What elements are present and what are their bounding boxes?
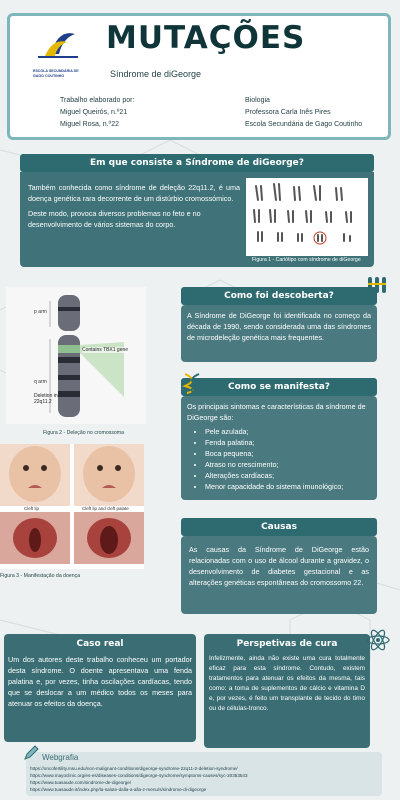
list-item: • Boca pequena;: [205, 448, 387, 459]
webgrafia-links: [30, 765, 248, 793]
section3-card: [181, 396, 377, 500]
section3-intro: Os principais sintomas e características da síndrome de DiGeorge são:: [187, 402, 366, 422]
section4-text: As causas da Síndrome de DiGeorge estão relacionadas com o uso de álcool durante a gravidez, o desenvolvimento de diabetes gestacional e as alterações genéticas espontâneas do cromossomo 22.: [189, 545, 369, 587]
section1-paragraph-1: Também conhecida como síndrome de deleção 22q11.2, é uma doença genética rara decorrente de um distúrbio cromossómico.: [28, 183, 240, 203]
chromosome-diagram: [6, 287, 146, 424]
figure2-caption: Figura 2 - Deleção no cromossoma: [43, 430, 125, 436]
webgrafia-link[interactable]: https://www.mayoclinic.org/es-es/diseases-conditions/digeorge-syndrome/symptoms-causes/syc-20353543: [30, 773, 248, 778]
section2-title: Como foi descoberta?: [181, 287, 377, 305]
section5-title: Caso real: [4, 634, 196, 654]
section1-title: Em que consiste a Síndrome de diGeorge?: [20, 154, 374, 172]
author-1: Miguel Queirós, n.º21: [60, 109, 128, 116]
school-logo-text: ESCOLA SECUNDÁRIA DE GAGO COUTINHO: [33, 69, 79, 78]
section6-title: Perspetivas de cura: [204, 634, 370, 654]
figure3-caption: Figura 3 - Manifestação da doença: [0, 573, 81, 579]
section5-text: Um dos autores deste trabalho conheceu um portador desta síndrome. O doente apresentava uma fenda palatina e, por vezes, tinha oscilações cardíacas, tendo que se deslocar a um médico todos os meses para atenuar os efeitos da doença.: [8, 655, 192, 708]
karyotype-image: [246, 178, 368, 256]
label-p-arm: p arm: [34, 309, 47, 315]
header-card: [7, 13, 391, 140]
section5-card: [4, 654, 196, 742]
list-item: • Menor capacidade do sistema imunológico;: [205, 481, 387, 492]
chromosome-figure: [6, 287, 146, 424]
page-title: MUTAÇÕES: [106, 20, 306, 56]
subject: Biologia: [245, 97, 270, 104]
pen-icon: [22, 744, 40, 762]
school-info-block: [245, 95, 362, 131]
list-item: • Pele azulada;: [205, 426, 387, 437]
section2-text: A Síndrome de DiGeorge foi identificada no começo da década de 1990, sendo considerada uma das síndromes de microdeleção genética mais frequentes.: [187, 311, 371, 342]
list-item: • Atraso no crescimento;: [205, 459, 387, 470]
section4-card: [181, 536, 377, 614]
photo-label-right: Cleft lip and cleft palate: [82, 506, 129, 511]
manifestation-figure: [0, 444, 144, 569]
teacher: Professora Carla Inês Pires: [245, 109, 331, 116]
page-subtitle: Síndrome de diGeorge: [110, 69, 202, 79]
dna-icon: [181, 372, 203, 394]
section1-text: [28, 182, 240, 230]
author-2: Miguel Rosa, n.º22: [60, 121, 119, 128]
karyotype-figure: [246, 178, 368, 256]
authors-block: [60, 95, 134, 131]
school-logo-icon: [33, 24, 83, 64]
authors-label: Trabalho elaborado por:: [60, 97, 135, 104]
label-deletion: Deletion in 22q11.2: [34, 393, 58, 405]
atom-icon: [366, 628, 390, 652]
webgrafia-link[interactable]: https://www.tuasaude.com/sindrome-de-digeorge/: [30, 780, 132, 785]
section3-title: Como se manifesta?: [181, 378, 377, 396]
section1-card: [20, 172, 374, 267]
chromosome-icon: [366, 276, 388, 294]
webgrafia-title: Webgrafia: [42, 753, 79, 762]
school-logo: [33, 24, 83, 76]
symptom-list: [191, 426, 387, 492]
school-name: Escola Secundária de Gago Coutinho: [245, 121, 363, 128]
label-tbx1-gene: Contains TBX1 gene: [82, 347, 129, 353]
figure1-caption: Figura 1 - Cariótipo com síndrome de diGeorge: [252, 257, 361, 263]
webgrafia-card: [26, 752, 382, 796]
section2-card: [181, 305, 377, 362]
photo-label-left: Cleft lip: [24, 506, 40, 511]
webgrafia-link[interactable]: https://www.tuasaude.it/index.php/la-salute-dalla-a-alla-z-menu/s/sindrome-di-digeorge: [30, 787, 207, 792]
section1-paragraph-2: Deste modo, provoca diversos problemas no feto e no desenvolvimento de vários sistemas do corpo.: [28, 209, 201, 229]
label-q-arm: q arm: [34, 379, 47, 385]
section6-card: [204, 654, 370, 748]
list-item: • Fenda palatina;: [205, 437, 387, 448]
section4-title: Causas: [181, 518, 377, 536]
list-item: • Alterações cardíacas;: [205, 470, 387, 481]
section6-text: Infelizmente, ainda não existe uma cura totalmente eficaz para esta síndrome. Contudo, existem tratamentos para atenuar os efeitos da mesma, tais como: a toma de suplementos de cálcio e vitamina D e, por vezes, é feito um transplante de tecido do timo ou de células-tronco.: [209, 655, 365, 712]
webgrafia-link[interactable]: https://oncofertility.msu.edu/non-malignant-conditions/digeorge-syndrome-22q11-2-deletion-syndrome/: [30, 766, 238, 771]
